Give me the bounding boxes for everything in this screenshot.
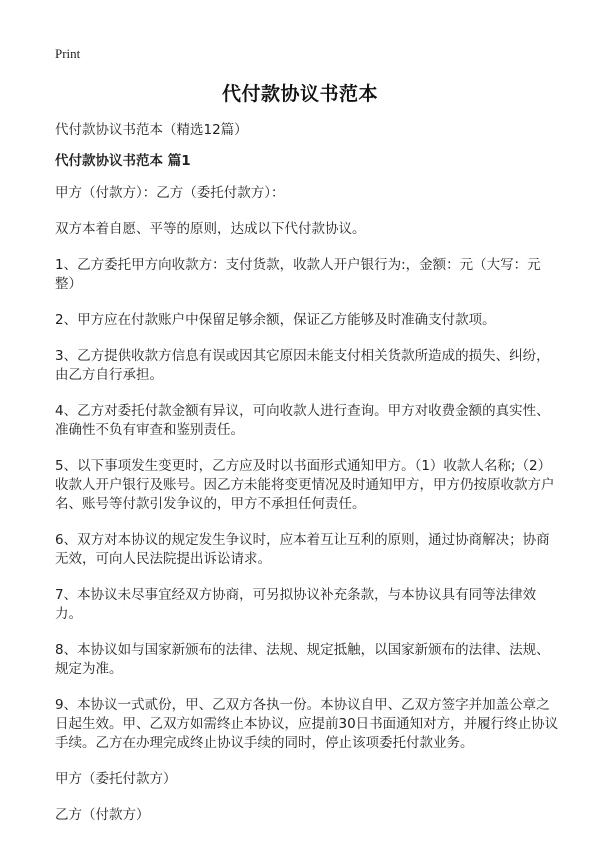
signature-party-a: 甲方（委托付款方） bbox=[55, 771, 177, 787]
section-heading: 代付款协议书范本 篇1 bbox=[55, 153, 191, 169]
intro-paragraph: 双方本着自愿、平等的原则，达成以下代付款协议。 bbox=[55, 221, 366, 237]
clause-6: 6、双方对本协议的规定发生争议时，应本着互让互利的原则，通过协商解决；协商无效，可向人民法院提出诉讼请求。 bbox=[55, 532, 550, 567]
clause-4: 4、乙方对委托付款金额有异议，可向收款人进行查询。甲方对收费金额的真实性、准确性不负有审查和鉴别责任。 bbox=[55, 403, 550, 438]
parties-line: 甲方（付款方）：乙方（委托付款方）： bbox=[55, 185, 285, 201]
clause-2: 2、甲方应在付款账户中保留足够余额，保证乙方能够及时准确支付款项。 bbox=[55, 312, 496, 328]
clause-1: 1、乙方委托甲方向收款方：支付货款，收款人开户银行为:，金额：元（大写：元整） bbox=[55, 257, 541, 292]
clause-9: 9、本协议一式贰份，甲、乙双方各执一份。本协议自甲、乙双方签字并加盖公章之日起生效。甲、乙双方如需终止本协议，应提前30日书面通知对方，并履行终止协议手续。乙方在办理完成终止协议手续的同时，停止该项委托付款业务。 bbox=[55, 697, 559, 751]
clause-3: 3、乙方提供收款方信息有误或因其它原因未能支付相关货款所造成的损失、纠纷，由乙方自行承担。 bbox=[55, 348, 550, 383]
document-body bbox=[55, 121, 560, 842]
clause-8: 8、本协议如与国家新颁布的法律、法规、规定抵触，以国家新颁布的法律、法规、规定为准。 bbox=[55, 642, 550, 677]
clause-5: 5、以下事项发生变更时，乙方应及时以书面形式通知甲方。（1）收款人名称;（2）收款人开户银行及账号。因乙方未能将变更情况及时通知甲方，甲方仍按原收款方户名、账号等付款引发争议的，甲方不承担任何责任。 bbox=[55, 458, 555, 512]
document-subtitle: 代付款协议书范本（精选12篇） bbox=[55, 122, 248, 138]
print-label: Print bbox=[55, 46, 81, 61]
signature-party-b: 乙方（付款方） bbox=[55, 807, 150, 823]
clause-7: 7、本协议未尽事宜经双方协商，可另拟协议补充条款，与本协议具有同等法律效力。 bbox=[55, 587, 537, 622]
document-title: 代付款协议书范本 bbox=[221, 83, 378, 105]
